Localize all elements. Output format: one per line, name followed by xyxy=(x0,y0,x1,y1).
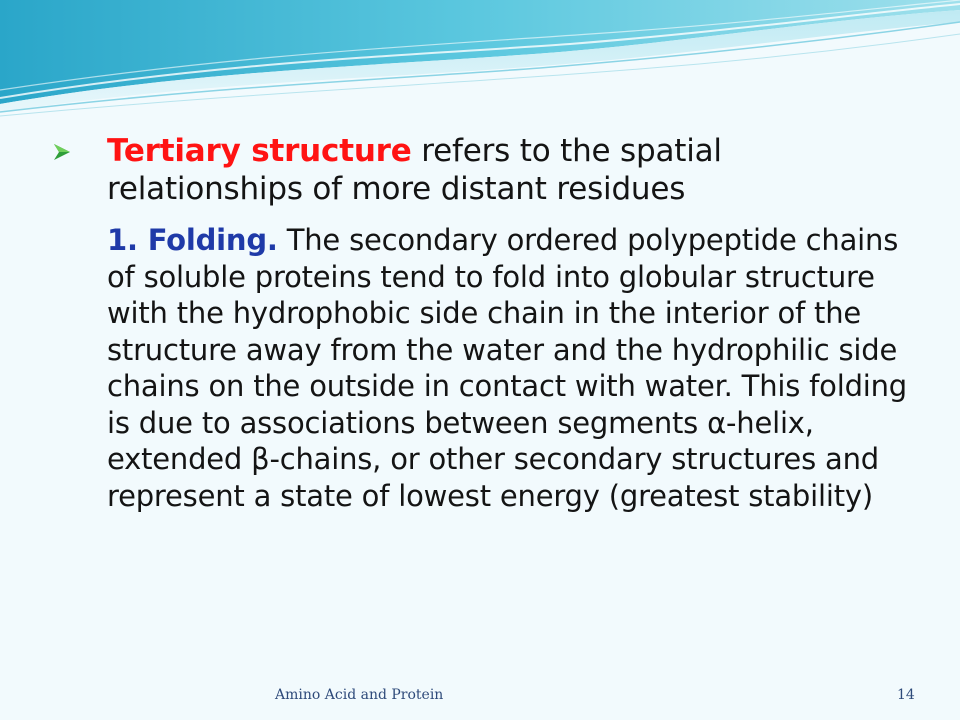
footer-title: Amino Acid and Protein xyxy=(275,687,444,703)
bullet-item xyxy=(52,132,922,208)
folding-heading: 1. Folding. xyxy=(107,223,278,257)
slide-content xyxy=(52,132,922,514)
bullet-text xyxy=(107,132,922,208)
tertiary-structure-term: Tertiary structure xyxy=(107,133,412,169)
folding-paragraph xyxy=(107,222,922,514)
bullet-description: refers to the spatial relationships of more distant residues xyxy=(107,133,722,207)
page-number: 14 xyxy=(897,687,915,703)
arrow-bullet-icon xyxy=(52,142,72,162)
folding-body: The secondary ordered polypeptide chains of soluble proteins tend to fold into globular structure with the hydrophobic side chain in the interior of the structure away from the water and the hydrophilic side chains on the outside in contact with water. This folding is due to associations between segments α-helix, extended β-chains, or other secondary structures and represent a state of lowest energy (greatest stability) xyxy=(107,223,908,513)
header-wave-decoration xyxy=(0,0,960,120)
